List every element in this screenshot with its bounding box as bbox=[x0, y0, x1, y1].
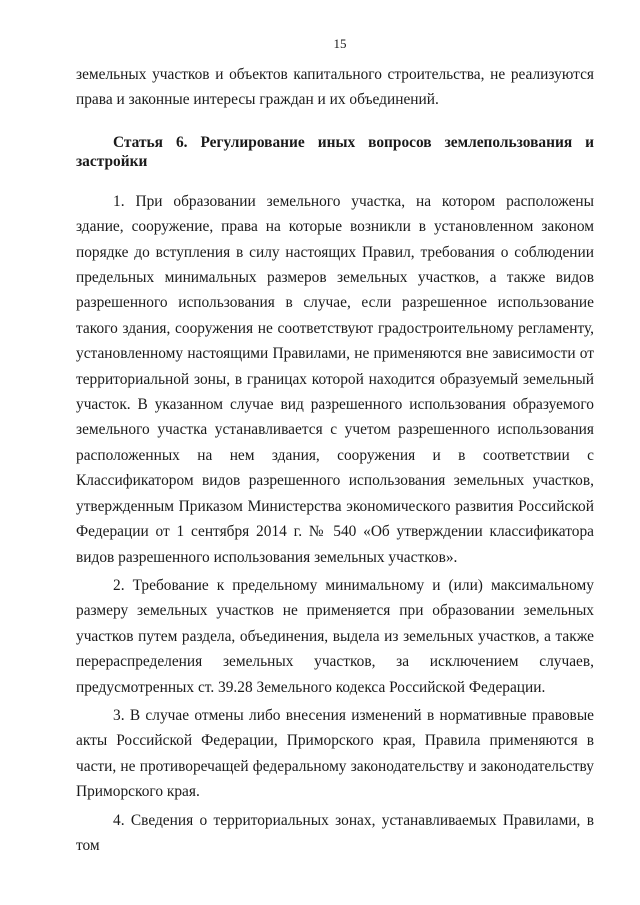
paragraph-4: 4. Сведения о территориальных зонах, устанавливаемых Правилами, в том bbox=[76, 811, 594, 854]
document-page bbox=[76, 36, 594, 861]
article-heading: Статья 6. Регулирование иных вопросов землепользования и застройки bbox=[76, 133, 594, 170]
paragraph-1: 1. При образовании земельного участка, на котором расположены здание, сооружение, права на которые возникли в установленном законом порядке до вступления в силу настоящих Правил, требования о соблюдении предельных минимальных размеров земельных участков, а также видов разрешенного использования в случае, если разрешенное использование такого здания, сооружения не соответствуют градостроительному регламенту, установленному настоящими Правилами, не применяются вне зависимости от территориальной зоны, в границах которой находится образуемый земельный участок. В указанном случае вид разрешенного использования образуемого земельного участка устанавливается с учетом разрешенного использования расположенных на нем здания, сооружения и в соответствии с Классификатором видов разрешенного использования земельных участков, утвержденным Приказом Министерства экономического развития Российской Федерации от 1 сентября 2014 г. № 540 «Об утверждении классификатора видов разрешенного использования земельных участков». bbox=[76, 192, 594, 566]
intro-paragraph: земельных участков и объектов капитального строительства, не реализуются права и законные интересы граждан и их объединений. bbox=[76, 66, 594, 109]
page-number: 15 bbox=[333, 36, 347, 51]
paragraph-3: 3. В случае отмены либо внесения изменений в нормативные правовые акты Российской Федерации, Приморского края, Правила применяются в части, не противоречащей федеральному законодательству и законодательству Приморского края. bbox=[76, 706, 594, 801]
paragraph-2: 2. Требование к предельному минимальному и (или) максимальному размеру земельных участков не применяется при образовании земельных участков путем раздела, объединения, выдела из земельных участков, а также перераспределения земельных участков, за исключением случаев, предусмотренных ст. 39.28 Земельного кодекса Российской Федерации. bbox=[76, 576, 594, 696]
